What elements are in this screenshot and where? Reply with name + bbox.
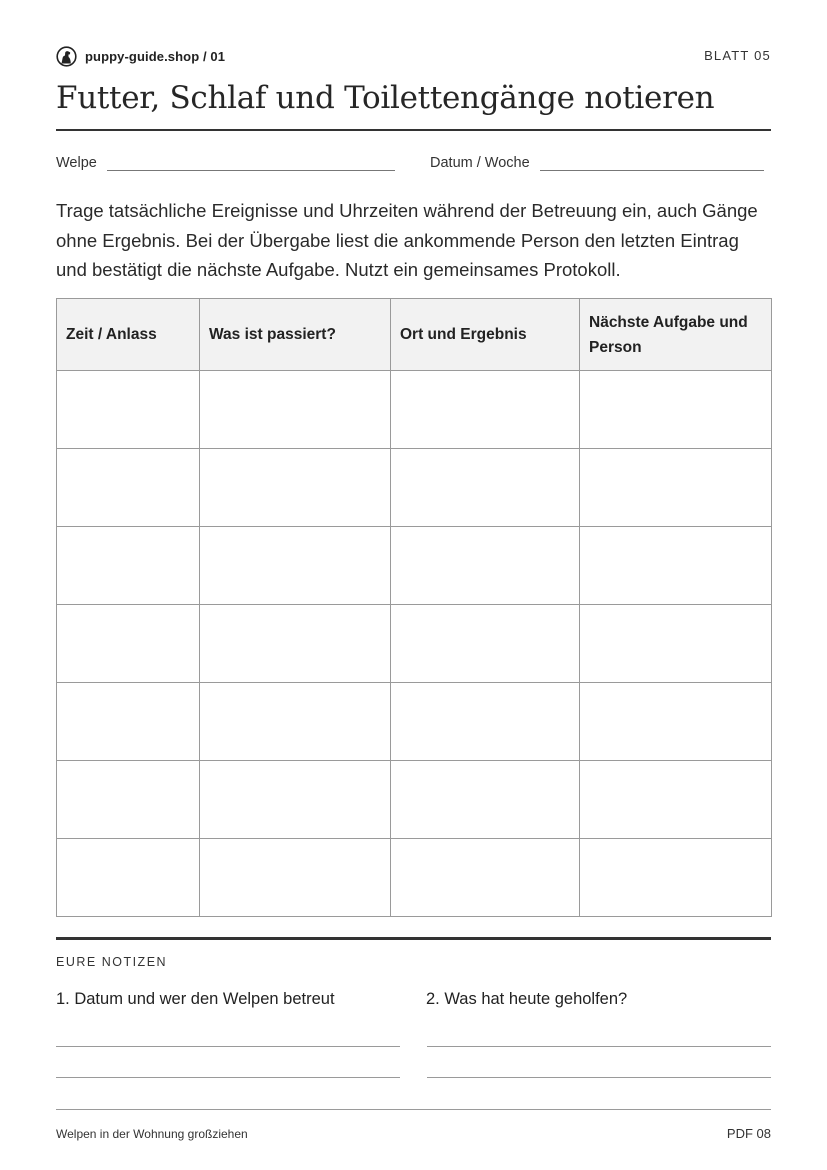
table-cell[interactable] [57, 449, 200, 527]
table-cell[interactable] [200, 683, 391, 761]
table-cell[interactable] [57, 839, 200, 917]
table-cell[interactable] [580, 371, 772, 449]
table-cell[interactable] [200, 761, 391, 839]
notes-section-label: EURE NOTIZEN [56, 955, 168, 969]
table-cell[interactable] [200, 527, 391, 605]
table-row [57, 839, 772, 917]
table-cell[interactable] [200, 605, 391, 683]
puppy-field [56, 155, 395, 171]
date-write-line[interactable] [540, 157, 764, 171]
note-write-line[interactable] [427, 1046, 771, 1047]
table-row [57, 683, 772, 761]
table-header-row [57, 299, 772, 371]
brand-text: puppy-guide.shop / 01 [85, 49, 226, 64]
brand [56, 46, 225, 67]
note-write-line[interactable] [56, 1046, 400, 1047]
note-write-line[interactable] [56, 1077, 400, 1078]
table-cell[interactable] [391, 839, 580, 917]
table-cell[interactable] [57, 527, 200, 605]
table-cell[interactable] [391, 371, 580, 449]
date-field [430, 155, 764, 171]
header-bar [56, 46, 771, 68]
table-cell[interactable] [580, 605, 772, 683]
table-cell[interactable] [200, 371, 391, 449]
worksheet-page [56, 0, 771, 1170]
table-cell[interactable] [391, 605, 580, 683]
col-header-time: Zeit / Anlass [57, 299, 200, 371]
sheet-number: BLATT 05 [704, 48, 771, 63]
table-cell[interactable] [57, 761, 200, 839]
table-row [57, 605, 772, 683]
dog-silhouette-icon [56, 46, 77, 67]
notes-prompt-1: 1. Datum und wer den Welpen betreut [56, 990, 335, 1008]
table-cell[interactable] [580, 449, 772, 527]
col-header-place: Ort und Ergebnis [391, 299, 580, 371]
instructions-text: Trage tatsächliche Ereignisse und Uhrzeiten während der Betreuung ein, auch Gänge ohne Ergebnis. Bei der Übergabe liest die ankommende Person den letzten Eintrag und bestätigt die nächste Aufgabe. Nutzt ein gemeinsames Protokoll. [56, 200, 758, 280]
table-cell[interactable] [57, 683, 200, 761]
table-cell[interactable] [391, 761, 580, 839]
notes-rule [56, 937, 771, 940]
table-cell[interactable] [57, 371, 200, 449]
footer-book-title: Welpen in der Wohnung großziehen [56, 1127, 248, 1141]
table-cell[interactable] [200, 839, 391, 917]
table-cell[interactable] [580, 527, 772, 605]
table-cell[interactable] [391, 449, 580, 527]
log-table [56, 298, 772, 917]
note-write-line[interactable] [427, 1077, 771, 1078]
table-cell[interactable] [391, 527, 580, 605]
notes-prompt-2: 2. Was hat heute geholfen? [426, 990, 628, 1008]
table-cell[interactable] [57, 605, 200, 683]
table-row [57, 527, 772, 605]
col-header-what: Was ist passiert? [200, 299, 391, 371]
table-row [57, 371, 772, 449]
table-row [57, 449, 772, 527]
date-label: Datum / Woche [430, 155, 530, 171]
table-cell[interactable] [580, 683, 772, 761]
footer-pdf-number: PDF 08 [726, 1126, 771, 1141]
col-header-next-task: Nächste Aufgabe und Person [580, 299, 772, 371]
footer-rule [56, 1109, 771, 1110]
table-cell[interactable] [391, 683, 580, 761]
table-row [57, 761, 772, 839]
title-rule [56, 129, 771, 131]
table-cell[interactable] [200, 449, 391, 527]
puppy-write-line[interactable] [107, 157, 395, 171]
page-title: Futter, Schlaf und Toilettengänge notieren [56, 80, 715, 116]
table-cell[interactable] [580, 761, 772, 839]
puppy-label: Welpe [56, 155, 97, 171]
table-cell[interactable] [580, 839, 772, 917]
